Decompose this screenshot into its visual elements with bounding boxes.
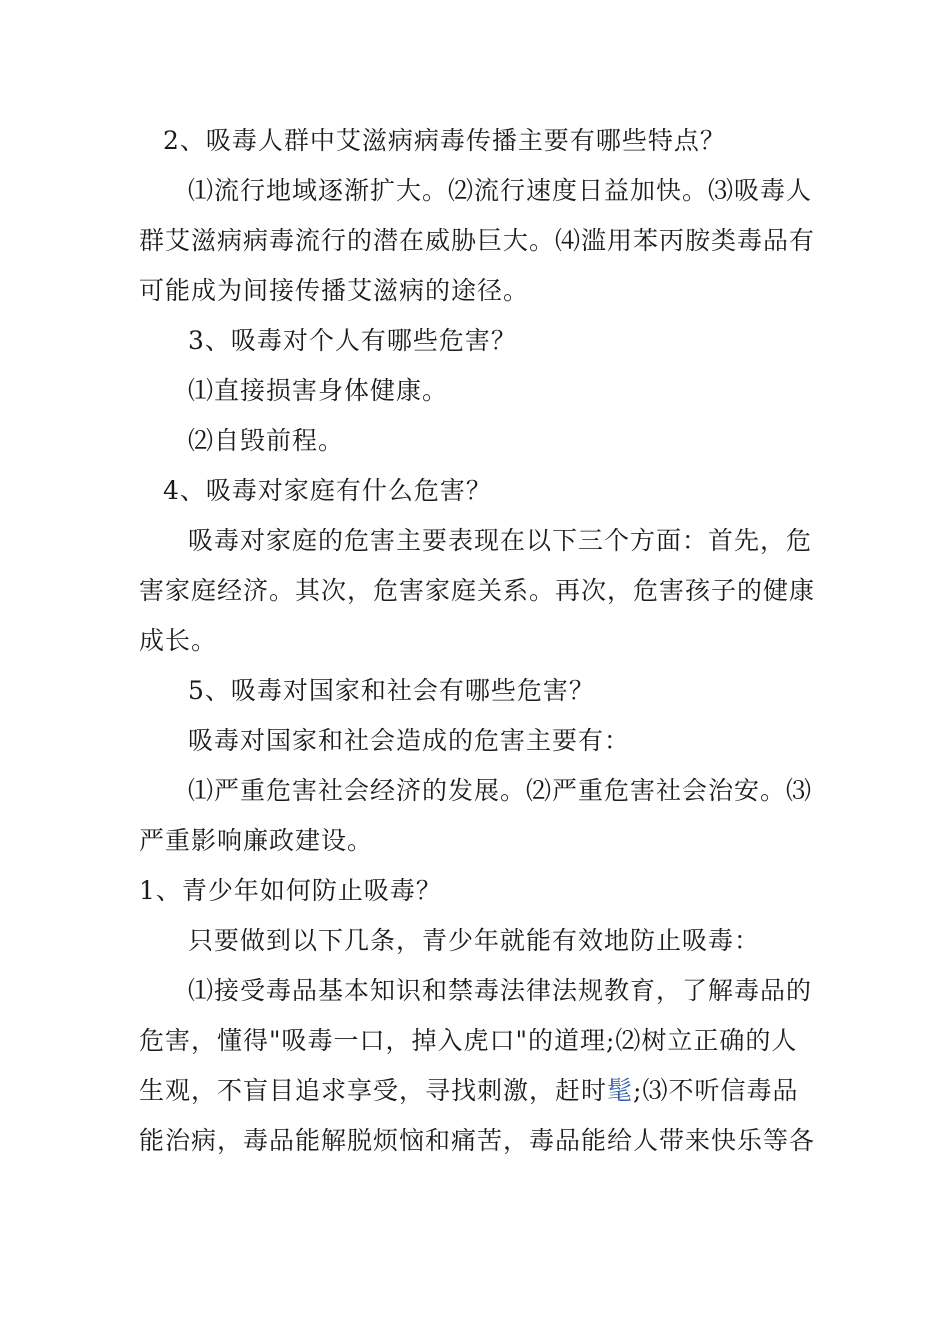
q2-heading: 2、吸毒人群中艾滋病病毒传播主要有哪些特点？ — [163, 126, 726, 155]
youth-line-3-highlight: 髦 — [607, 1076, 634, 1105]
q5-body-line-2: 严重影响廉政建设。 — [139, 826, 374, 855]
q2-body-line-1: ⑴流行地域逐渐扩大。⑵流行速度日益加快。⑶吸毒人 — [188, 176, 813, 205]
youth-intro: 只要做到以下几条，青少年就能有效地防止吸毒： — [188, 926, 761, 955]
youth-line-3 — [139, 1074, 819, 1108]
q2-body-line-3: 可能成为间接传播艾滋病的途径。 — [139, 276, 530, 305]
q5-intro: 吸毒对国家和社会造成的危害主要有： — [188, 726, 631, 755]
youth-heading: 1、青少年如何防止吸毒？ — [139, 876, 442, 905]
q2-body-line-2: 群艾滋病病毒流行的潜在威胁巨大。⑷滥用苯丙胺类毒品有 — [139, 226, 816, 255]
youth-line-2: 危害，懂得"吸毒一口，掉入虎口"的道理;⑵树立正确的人 — [139, 1026, 798, 1055]
q3-heading: 3、吸毒对个人有哪些危害？ — [188, 326, 517, 355]
q4-body-line-1: 吸毒对家庭的危害主要表现在以下三个方面：首先，危 — [188, 526, 813, 555]
q4-body-line-2: 害家庭经济。其次，危害家庭关系。再次，危害孩子的健康 — [139, 576, 816, 605]
youth-line-3-part-a: 生观，不盲目追求享受，寻找刺激，赶时 — [139, 1076, 608, 1105]
youth-line-4: 能治病，毒品能解脱烦恼和痛苦，毒品能给人带来快乐等各 — [139, 1126, 816, 1155]
youth-line-3-part-c: ;⑶不听信毒品 — [633, 1076, 799, 1105]
youth-line-1: ⑴接受毒品基本知识和禁毒法律法规教育，了解毒品的 — [188, 976, 813, 1005]
q4-heading: 4、吸毒对家庭有什么危害？ — [163, 476, 492, 505]
q3-item-2: ⑵自毁前程。 — [188, 426, 345, 455]
q5-heading: 5、吸毒对国家和社会有哪些危害？ — [188, 676, 595, 705]
q3-item-1: ⑴直接损害身体健康。 — [188, 376, 449, 405]
q5-body-line-1: ⑴严重危害社会经济的发展。⑵严重危害社会治安。⑶ — [188, 776, 813, 805]
q4-body-line-3: 成长。 — [139, 626, 218, 655]
